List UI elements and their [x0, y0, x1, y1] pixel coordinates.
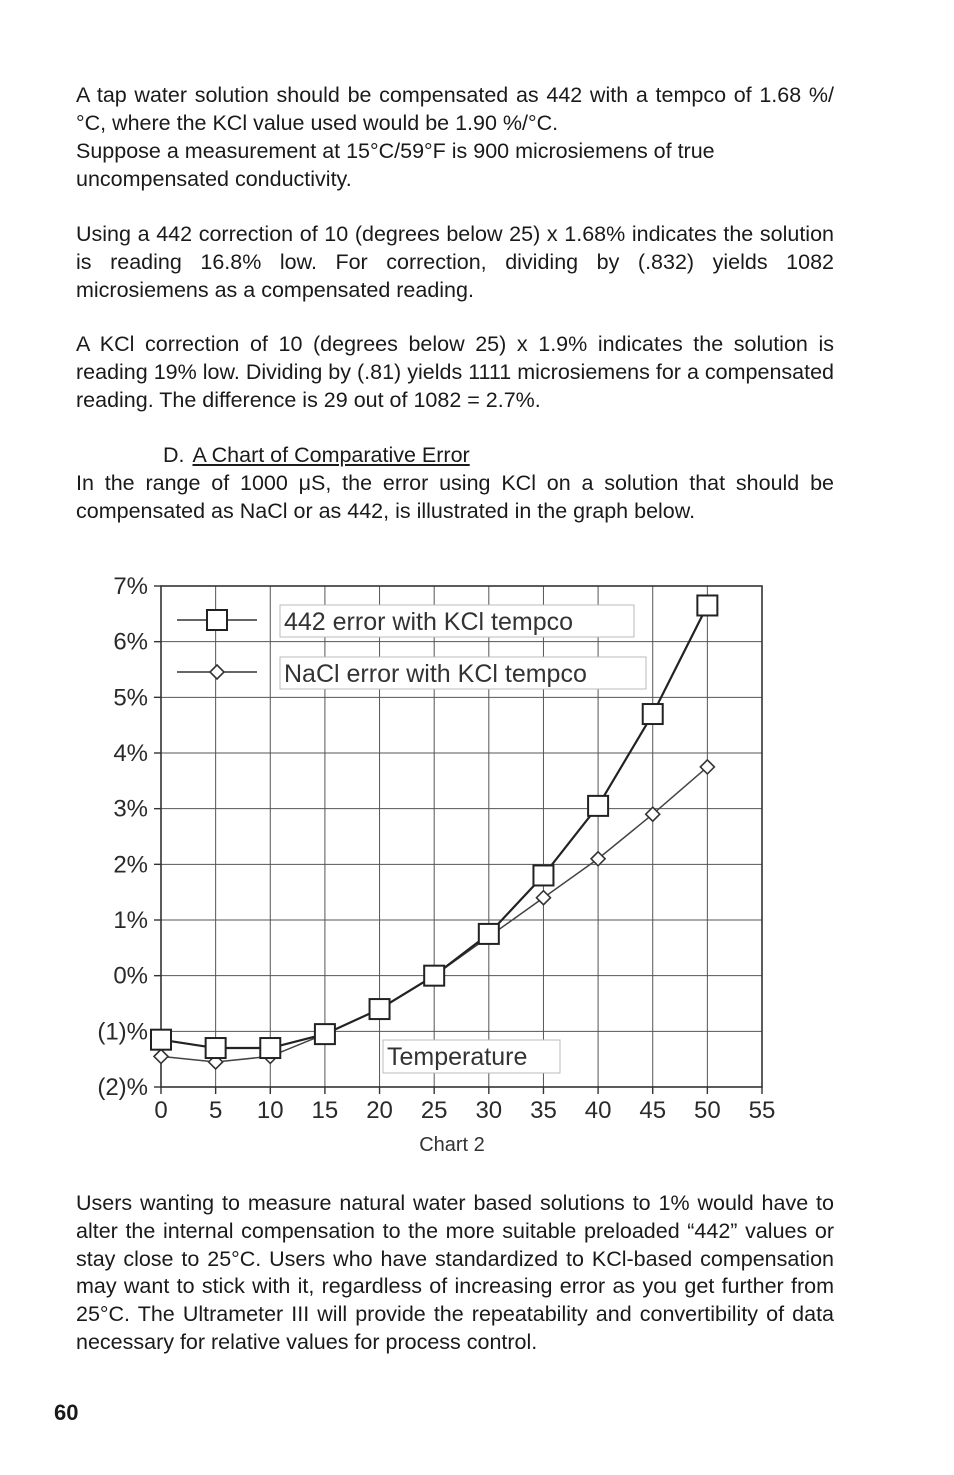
section-heading	[163, 442, 470, 470]
comparative-error-chart	[0, 560, 954, 1170]
paragraph-tempco: A tap water solution should be compensated as 442 with a tempco of 1.68 %/°C, where the KCl value used would be 1.90 %/°C.	[76, 83, 834, 135]
y-tick-label: 6%	[113, 628, 148, 656]
x-tick-label: 55	[748, 1097, 776, 1124]
data-point-square	[479, 924, 499, 944]
data-point-square	[206, 1038, 226, 1058]
paragraph-conclusion: Users wanting to measure natural water based solutions to 1% would have to alter the internal compensation to the more suitable preloaded “442” values or stay close to 25°C. Users who have standardized to KCl-based compensation may want to stick with it, regardless of increasing error as you get further from 25°C. The Ultrameter III will provide the repeatability and convertibility of data necessary for relative values for process control.	[76, 1191, 834, 1354]
legend-label: 442 error with KCl tempco	[284, 608, 574, 636]
x-tick-label: 50	[694, 1097, 721, 1124]
x-tick-label: 20	[366, 1097, 393, 1124]
y-tick-label: 5%	[113, 684, 148, 712]
page-number: 60	[54, 1400, 79, 1425]
data-point-diamond	[536, 891, 550, 905]
x-tick-label: 10	[256, 1097, 284, 1124]
data-point-square	[260, 1038, 280, 1058]
x-tick-label: 5	[208, 1097, 223, 1124]
x-tick-label: 40	[584, 1097, 612, 1124]
data-point-diamond	[154, 1049, 168, 1063]
data-point-square	[643, 704, 663, 724]
y-tick-label: 7%	[113, 573, 148, 600]
x-tick-label: 0	[154, 1097, 168, 1124]
chart-caption: Chart 2	[419, 1134, 485, 1156]
data-point-square	[315, 1024, 335, 1044]
x-tick-label: 35	[530, 1097, 557, 1124]
legend-label: NaCl error with KCl tempco	[284, 660, 587, 688]
paragraph-442-correction: Using a 442 correction of 10 (degrees below 25) x 1.68% indicates the solution is reading 16.8% low. For correction, dividing by (.832) yields 1082 microsiemens as a compensated reading.	[76, 222, 834, 302]
y-tick-label: 3%	[113, 795, 148, 823]
y-tick-label: 2%	[113, 851, 148, 879]
data-point-square	[533, 865, 553, 885]
data-point-square	[697, 595, 717, 615]
paragraph-measurement: Suppose a measurement at 15°C/59°F is 900 microsiemens of true uncompensated conductivity.	[76, 139, 715, 191]
x-tick-label: 25	[420, 1097, 448, 1124]
y-tick-label: 0%	[113, 962, 148, 990]
paragraph-kcl-correction: A KCl correction of 10 (degrees below 25) x 1.9% indicates the solution is reading 19% low. Dividing by (.81) yields 1111 microsiemens for a compensated reading. The difference is 29 out of 1082 = 2.7%.	[76, 332, 834, 412]
y-tick-label: 4%	[113, 740, 148, 767]
data-point-square	[151, 1030, 171, 1050]
x-tick-label: 30	[475, 1097, 503, 1124]
data-point-square	[370, 999, 390, 1019]
y-tick-label: (2)%	[97, 1074, 148, 1101]
chart-legend	[177, 605, 646, 689]
section-title: A Chart of Comparative Error	[192, 443, 470, 467]
x-tick-label: 15	[311, 1097, 339, 1124]
x-axis-label: Temperature	[387, 1043, 528, 1071]
data-point-square	[424, 966, 444, 986]
legend-marker-square	[207, 610, 227, 630]
section-letter: D.	[163, 443, 185, 467]
data-point-square	[588, 796, 608, 816]
legend-marker-diamond	[210, 665, 224, 679]
x-tick-label: 45	[639, 1097, 667, 1124]
paragraph-chart-intro: In the range of 1000 μS, the error using KCl on a solution that should be compensated as NaCl or as 442, is illustrated in the graph below.	[76, 471, 834, 523]
y-tick-label: (1)%	[97, 1018, 148, 1046]
y-tick-label: 1%	[113, 907, 148, 934]
chart-svg	[0, 560, 954, 1170]
